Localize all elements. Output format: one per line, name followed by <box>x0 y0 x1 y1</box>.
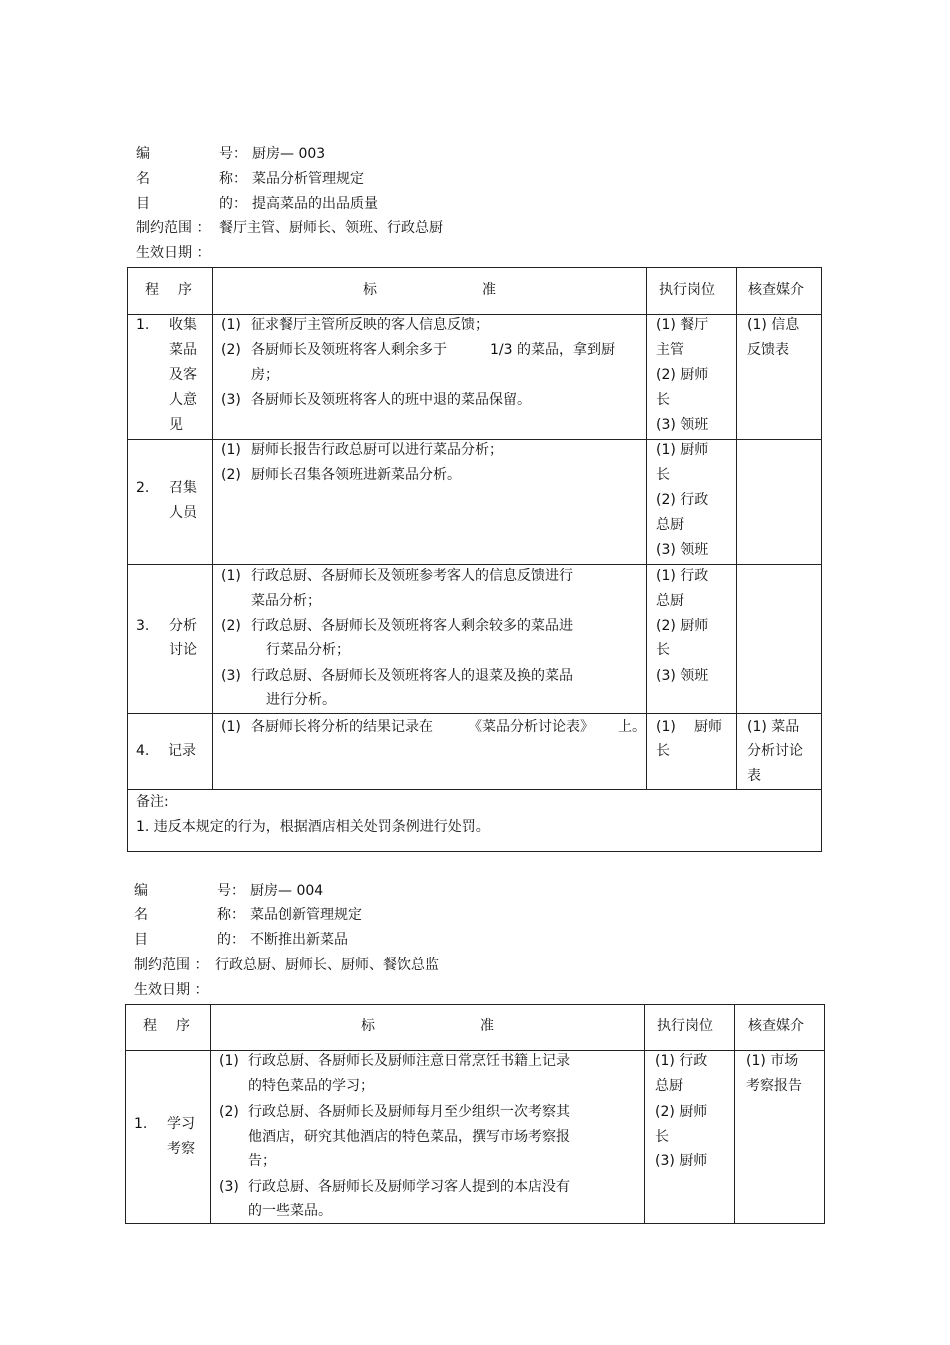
doc1-row3-std: 行菜品分析； <box>266 642 350 658</box>
doc1-row1-media: (1) 信息 <box>747 317 800 333</box>
doc2-row1-name: 考察 <box>167 1141 195 1157</box>
doc1-row1-name: 收集 <box>169 317 197 333</box>
doc2-name-line <box>134 905 534 925</box>
doc1-row3-std: (2) <box>221 618 241 634</box>
doc1-row4-std: 上。 <box>618 719 646 735</box>
doc1-row4-std: 各厨师长将分析的结果记录在 <box>251 719 433 735</box>
doc1-purpose-key2: 的： <box>219 196 247 212</box>
doc1-row4-role: (1) <box>656 719 676 735</box>
doc1-row2-role: (1) 厨师 <box>656 442 709 458</box>
doc1-row3-role: (3) 领班 <box>656 668 709 684</box>
doc2-head-std-a: 标 <box>361 1018 375 1034</box>
doc1-row1-std: 房； <box>251 367 279 383</box>
doc1-row3-num: 3. <box>136 618 150 634</box>
doc2-row1-std: (1) <box>219 1053 239 1069</box>
doc1-code-key1: 编 <box>136 146 150 162</box>
doc1-row1-std: (2) <box>221 342 241 358</box>
doc1-head-std-a: 标 <box>363 282 377 298</box>
doc2-row1-std: 的一些菜品。 <box>248 1203 332 1219</box>
doc1-name-line <box>136 169 536 189</box>
doc1-row-line <box>128 789 821 790</box>
doc2-scope-line <box>134 955 534 975</box>
doc1-row1-role: (3) 领班 <box>656 417 709 433</box>
doc2-code-key1: 编 <box>134 883 148 899</box>
doc2-date-key: 生效日期 ： <box>134 982 209 998</box>
doc1-scope-line <box>136 218 536 238</box>
doc2-row1-std: 告； <box>248 1153 276 1169</box>
doc1-row3-name: 讨论 <box>169 642 197 658</box>
doc2-scope-value: 行政总厨、厨师长、厨师、餐饮总监 <box>215 957 439 973</box>
doc1-row1-role: 长 <box>656 392 670 408</box>
doc1-row1-name: 人意 <box>169 392 197 408</box>
doc1-row1-media: 反馈表 <box>747 342 789 358</box>
doc2-row1-media: 考察报告 <box>746 1078 802 1094</box>
doc1-code-line <box>136 144 536 164</box>
doc2-col-line <box>734 1005 735 1223</box>
doc2-row1-media: (1) 市场 <box>746 1053 799 1069</box>
doc1-row3-name: 分析 <box>169 618 197 634</box>
doc1-col-line <box>212 268 213 789</box>
doc1-row3-std: (3) <box>221 668 241 684</box>
doc2-row1-role: 总厨 <box>655 1078 683 1094</box>
doc2-row1-std: (2) <box>219 1104 239 1120</box>
doc1-name-key1: 名 <box>136 171 150 187</box>
doc1-row2-num: 2. <box>136 480 150 496</box>
doc1-row4-std: 《菜品分析讨论表》 <box>468 719 594 735</box>
doc1-row3-role: (1) 行政 <box>656 568 709 584</box>
doc1-scope-value: 餐厅主管、厨师长、领班、行政总厨 <box>219 220 443 236</box>
doc1-row1-std: (3) <box>221 392 241 408</box>
doc1-row2-std: 厨师长召集各领班进新菜品分析。 <box>251 467 461 483</box>
doc1-row1-name: 及客 <box>169 367 197 383</box>
doc1-head-proc-a: 程 <box>145 282 159 298</box>
doc1-name-value: 菜品分析管理规定 <box>252 171 364 187</box>
doc1-row1-std: 1/3 的菜品，拿到厨 <box>490 342 615 358</box>
doc2-code-key2: 号： <box>217 883 245 899</box>
doc1-note-title: 备注: <box>136 794 169 810</box>
doc2-row1-std: 行政总厨、各厨师长及厨师学习客人提到的本店没有 <box>248 1179 570 1195</box>
doc2-row1-num: 1. <box>134 1116 148 1132</box>
doc1-row1-std: 征求餐厅主管所反映的客人信息反馈； <box>251 317 489 333</box>
doc1-row4-num: 4. <box>136 743 150 759</box>
doc1-note-item: 1. 违反本规定的行为，根据酒店相关处罚条例进行处罚。 <box>136 819 490 835</box>
doc1-row1-num: 1. <box>136 317 150 333</box>
doc1-row4-name: 记录 <box>168 743 196 759</box>
doc1-row1-role: (1) 餐厅 <box>656 317 709 333</box>
doc1-purpose-key1: 目 <box>136 196 150 212</box>
doc1-date-line <box>136 243 536 263</box>
doc2-purpose-key2: 的： <box>217 932 245 948</box>
doc1-row2-role: (3) 领班 <box>656 542 709 558</box>
doc2-row1-std: 的特色菜品的学习； <box>248 1078 374 1094</box>
doc2-code-line <box>134 881 534 901</box>
doc2-row1-std: 行政总厨、各厨师长及厨师注意日常烹饪书籍上记录 <box>248 1053 570 1069</box>
doc1-row3-role: 总厨 <box>656 593 684 609</box>
doc1-row4-role: 长 <box>656 743 670 759</box>
doc2-head-media: 核查媒介 <box>748 1018 804 1034</box>
doc2-col-line <box>210 1005 211 1223</box>
doc1-row1-std: (1) <box>221 317 241 333</box>
doc1-head-media: 核查媒介 <box>748 282 804 298</box>
doc2-purpose-key1: 目 <box>134 932 148 948</box>
doc1-head-role: 执行岗位 <box>659 282 715 298</box>
doc2-row1-std: (3) <box>219 1179 239 1195</box>
doc2-name-key2: 称： <box>217 907 245 923</box>
doc1-row-line <box>128 713 821 714</box>
doc1-row3-std: (1) <box>221 568 241 584</box>
doc1-row4-media: 表 <box>747 768 761 784</box>
doc1-col-line <box>646 268 647 789</box>
doc1-row2-name: 召集 <box>169 480 197 496</box>
doc1-row3-std: 行政总厨、各厨师长及领班将客人剩余较多的菜品进 <box>251 618 573 634</box>
doc1-row1-name: 见 <box>169 417 183 433</box>
doc1-row2-role: (2) 行政 <box>656 492 709 508</box>
doc1-row2-std: (1) <box>221 442 241 458</box>
doc1-row1-name: 菜品 <box>169 342 197 358</box>
doc1-row1-std: 各厨师长及领班将客人剩余多于 <box>251 342 447 358</box>
doc2-head-proc-b: 序 <box>176 1018 190 1034</box>
doc2-scope-key: 制约范围 ： <box>134 957 209 973</box>
doc2-head-role: 执行岗位 <box>657 1018 713 1034</box>
doc2-purpose-value: 不断推出新菜品 <box>250 932 348 948</box>
doc2-row1-std: 他酒店，研究其他酒店的特色菜品，撰写市场考察报 <box>248 1129 570 1145</box>
doc1-code-key2: 号： <box>219 146 247 162</box>
doc2-date-line <box>134 980 534 1000</box>
doc1-row3-std: 进行分析。 <box>266 692 336 708</box>
doc1-row3-std: 行政总厨、各厨师长及领班将客人的退菜及换的菜品 <box>251 668 573 684</box>
doc1-col-line <box>736 268 737 789</box>
doc2-code-value: 厨房— 004 <box>250 883 324 899</box>
doc1-row2-role: 总厨 <box>656 517 684 533</box>
doc2-name-key1: 名 <box>134 907 148 923</box>
doc2-row1-role: 长 <box>655 1129 669 1145</box>
doc1-purpose-line <box>136 194 536 214</box>
doc1-row2-role: 长 <box>656 467 670 483</box>
doc1-row3-role: 长 <box>656 642 670 658</box>
doc1-row3-std: 行政总厨、各厨师长及领班参考客人的信息反馈进行 <box>251 568 573 584</box>
doc1-row1-role: 主管 <box>656 342 684 358</box>
doc1-scope-key: 制约范围 ： <box>136 220 211 236</box>
doc2-row1-role: (3) 厨师 <box>655 1153 708 1169</box>
doc1-row1-role: (2) 厨师 <box>656 367 709 383</box>
doc1-code-value: 厨房— 003 <box>252 146 326 162</box>
doc1-date-key: 生效日期 ： <box>136 245 211 261</box>
doc1-row2-std: 厨师长报告行政总厨可以进行菜品分析； <box>251 442 503 458</box>
doc2-row1-std: 行政总厨、各厨师长及厨师每月至少组织一次考察其 <box>248 1104 570 1120</box>
doc1-row4-role: 厨师 <box>694 719 722 735</box>
doc2-head-proc-a: 程 <box>143 1018 157 1034</box>
doc1-name-key2: 称： <box>219 171 247 187</box>
doc1-head-proc-b: 序 <box>178 282 192 298</box>
doc1-head-std-b: 准 <box>482 282 496 298</box>
doc2-head-std-b: 准 <box>480 1018 494 1034</box>
doc1-purpose-value: 提高菜品的出品质量 <box>252 196 378 212</box>
doc2-purpose-line <box>134 930 534 950</box>
doc1-table <box>127 267 822 852</box>
doc2-table <box>125 1004 825 1224</box>
doc1-row2-std: (2) <box>221 467 241 483</box>
doc1-row3-role: (2) 厨师 <box>656 618 709 634</box>
doc1-row4-media: 分析讨论 <box>747 743 803 759</box>
doc1-row4-std: (1) <box>221 719 241 735</box>
doc1-row1-std: 各厨师长及领班将客人的班中退的菜品保留。 <box>251 392 531 408</box>
doc2-row1-role: (2) 厨师 <box>655 1104 708 1120</box>
doc2-name-value: 菜品创新管理规定 <box>250 907 362 923</box>
doc1-row2-name: 人员 <box>169 505 197 521</box>
doc1-row4-media: (1) 菜品 <box>747 719 800 735</box>
doc1-row3-std: 菜品分析； <box>251 593 321 609</box>
doc2-col-line <box>644 1005 645 1223</box>
doc2-row1-role: (1) 行政 <box>655 1053 708 1069</box>
doc2-row1-name: 学习 <box>167 1116 195 1132</box>
